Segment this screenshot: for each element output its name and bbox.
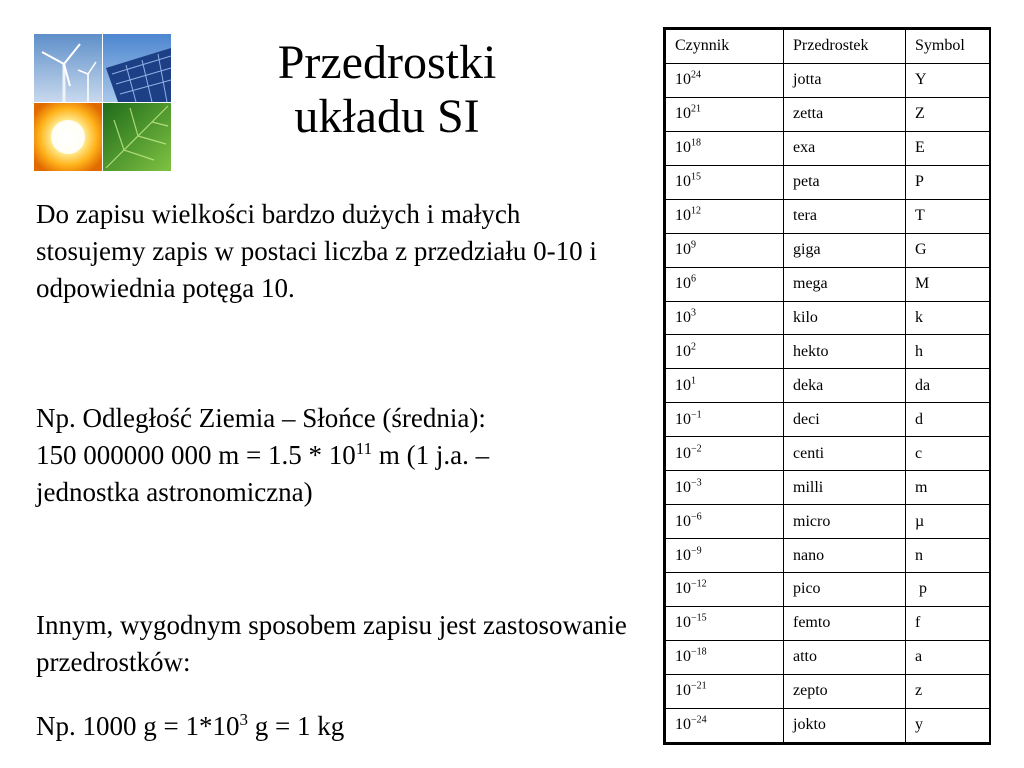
factor-exponent: 18 [691, 137, 701, 149]
factor-exponent: −3 [691, 477, 702, 489]
example-distance-line-1: Np. Odległość Ziemia – Słońce (średnia): [36, 403, 486, 433]
kilo-example-exponent: 3 [239, 710, 248, 729]
kilo-example-result: g = 1 kg [247, 711, 345, 741]
symbol-cell: h [906, 335, 990, 369]
factor-base: 10 [675, 512, 691, 530]
factor-cell [666, 199, 784, 233]
symbol-cell: E [906, 131, 990, 165]
factor-base: 10 [675, 275, 691, 293]
prefix-cell: exa [784, 131, 906, 165]
table-row [666, 267, 990, 301]
table-row [666, 165, 990, 199]
factor-exponent: −9 [691, 545, 702, 557]
example-distance-paragraph [36, 400, 636, 511]
factor-cell [666, 267, 784, 301]
header-symbol: Symbol [906, 30, 990, 64]
factor-exponent: 9 [691, 239, 696, 251]
table-row [666, 573, 990, 607]
prefix-cell: giga [784, 233, 906, 267]
prefix-cell: zetta [784, 97, 906, 131]
table-row [666, 97, 990, 131]
factor-cell [666, 606, 784, 640]
symbol-cell: G [906, 233, 990, 267]
factor-exponent: −21 [691, 680, 707, 692]
symbol-cell: d [906, 403, 990, 437]
symbol-cell: m [906, 471, 990, 505]
table-row [666, 199, 990, 233]
table-row [666, 335, 990, 369]
table-row [666, 606, 990, 640]
prefix-cell: jokto [784, 708, 906, 742]
factor-base: 10 [675, 444, 691, 462]
distance-unit: m (1 j.a. – [372, 440, 490, 470]
wind-turbine-icon [34, 34, 102, 102]
symbol-cell: µ [906, 505, 990, 539]
factor-exponent: 24 [691, 70, 701, 82]
prefix-intro-paragraph: Innym, wygodnym sposobem zapisu jest zastosowanie przedrostków: [36, 610, 627, 677]
factor-exponent: −1 [691, 409, 702, 421]
header-prefix: Przedrostek [784, 30, 906, 64]
prefix-cell: nano [784, 539, 906, 573]
prefix-cell: deka [784, 369, 906, 403]
factor-exponent: −2 [691, 443, 702, 455]
factor-exponent: 1 [691, 375, 696, 387]
factor-cell [666, 573, 784, 607]
factor-cell [666, 233, 784, 267]
table-row [666, 708, 990, 742]
factor-base: 10 [675, 410, 691, 428]
solar-panel-icon [103, 34, 171, 102]
factor-exponent: 2 [691, 341, 696, 353]
factor-cell [666, 708, 784, 742]
symbol-cell: k [906, 301, 990, 335]
factor-base: 10 [675, 342, 691, 360]
symbol-cell: M [906, 267, 990, 301]
factor-base: 10 [675, 105, 691, 123]
symbol-cell: da [906, 369, 990, 403]
factor-cell [666, 674, 784, 708]
example-distance-line-3: jednostka astronomiczna) [36, 477, 313, 507]
prefix-cell: pico [784, 573, 906, 607]
symbol-cell: a [906, 640, 990, 674]
prefix-cell: milli [784, 471, 906, 505]
factor-exponent: −15 [691, 613, 707, 625]
factor-exponent: −6 [691, 511, 702, 523]
example-distance-line-2 [36, 437, 636, 474]
factor-base: 10 [675, 478, 691, 496]
prefix-cell: femto [784, 606, 906, 640]
distance-exponent: 11 [355, 439, 373, 458]
prefix-cell: hekto [784, 335, 906, 369]
factor-exponent: −12 [691, 579, 707, 591]
factor-exponent: 21 [691, 104, 701, 116]
symbol-cell: P [906, 165, 990, 199]
table-row [666, 437, 990, 471]
prefix-cell: jotta [784, 63, 906, 97]
factor-exponent: −18 [691, 647, 707, 659]
prefix-cell: peta [784, 165, 906, 199]
factor-cell [666, 335, 784, 369]
factor-cell [666, 437, 784, 471]
factor-cell [666, 640, 784, 674]
table-header-row [666, 30, 990, 64]
table-row [666, 640, 990, 674]
symbol-cell: Y [906, 63, 990, 97]
factor-base: 10 [675, 580, 691, 598]
sun-icon [34, 103, 102, 171]
prefix-cell: kilo [784, 301, 906, 335]
table-row [666, 505, 990, 539]
factor-base: 10 [675, 139, 691, 157]
prefix-cell: micro [784, 505, 906, 539]
factor-base: 10 [675, 614, 691, 632]
table-row [666, 403, 990, 437]
symbol-cell: f [906, 606, 990, 640]
table-row [666, 301, 990, 335]
kilo-example-value: Np. 1000 g = 1*10 [36, 711, 240, 741]
table-row [666, 233, 990, 267]
factor-cell [666, 369, 784, 403]
factor-base: 10 [675, 241, 691, 259]
symbol-cell: y [906, 708, 990, 742]
factor-exponent: 15 [691, 171, 701, 183]
symbol-cell: Z [906, 97, 990, 131]
symbol-cell: z [906, 674, 990, 708]
factor-base: 10 [675, 376, 691, 394]
table-row [666, 63, 990, 97]
table-row [666, 471, 990, 505]
factor-cell [666, 403, 784, 437]
factor-base: 10 [675, 71, 691, 89]
distance-value: 150 000000 000 m = 1.5 * 10 [36, 440, 356, 470]
factor-cell [666, 505, 784, 539]
factor-exponent: 12 [691, 205, 701, 217]
factor-cell [666, 165, 784, 199]
prefix-cell: zepto [784, 674, 906, 708]
factor-base: 10 [675, 173, 691, 191]
factor-base: 10 [675, 207, 691, 225]
factor-base: 10 [675, 546, 691, 564]
factor-base: 10 [675, 682, 691, 700]
page-title [200, 36, 574, 144]
si-prefix-table [663, 27, 991, 745]
factor-exponent: −24 [691, 715, 707, 727]
prefix-cell: deci [784, 403, 906, 437]
table-row [666, 369, 990, 403]
factor-cell [666, 97, 784, 131]
table-row [666, 539, 990, 573]
factor-exponent: 6 [691, 273, 696, 285]
renewable-energy-collage-image [34, 34, 171, 171]
title-line-1: Przedrostki [277, 36, 497, 89]
kilo-example-paragraph [36, 708, 636, 745]
factor-cell [666, 63, 784, 97]
table-row [666, 131, 990, 165]
prefix-cell: mega [784, 267, 906, 301]
intro-paragraph: Do zapisu wielkości bardzo dużych i małych stosujemy zapis w postaci liczba z przedziału 0-10 i odpowiednia potęga 10. [36, 199, 597, 303]
factor-cell [666, 131, 784, 165]
symbol-cell: n [906, 539, 990, 573]
factor-cell [666, 539, 784, 573]
table-row [666, 674, 990, 708]
prefix-cell: atto [784, 640, 906, 674]
prefix-cell: tera [784, 199, 906, 233]
symbol-cell: c [906, 437, 990, 471]
factor-base: 10 [675, 648, 691, 666]
factor-cell [666, 301, 784, 335]
factor-base: 10 [675, 716, 691, 734]
symbol-cell: p [906, 573, 990, 607]
header-factor: Czynnik [666, 30, 784, 64]
leaf-icon [103, 103, 171, 171]
factor-base: 10 [675, 308, 691, 326]
title-line-2: układu SI [294, 90, 480, 143]
prefix-cell: centi [784, 437, 906, 471]
factor-cell [666, 471, 784, 505]
symbol-cell: T [906, 199, 990, 233]
factor-exponent: 3 [691, 307, 696, 319]
